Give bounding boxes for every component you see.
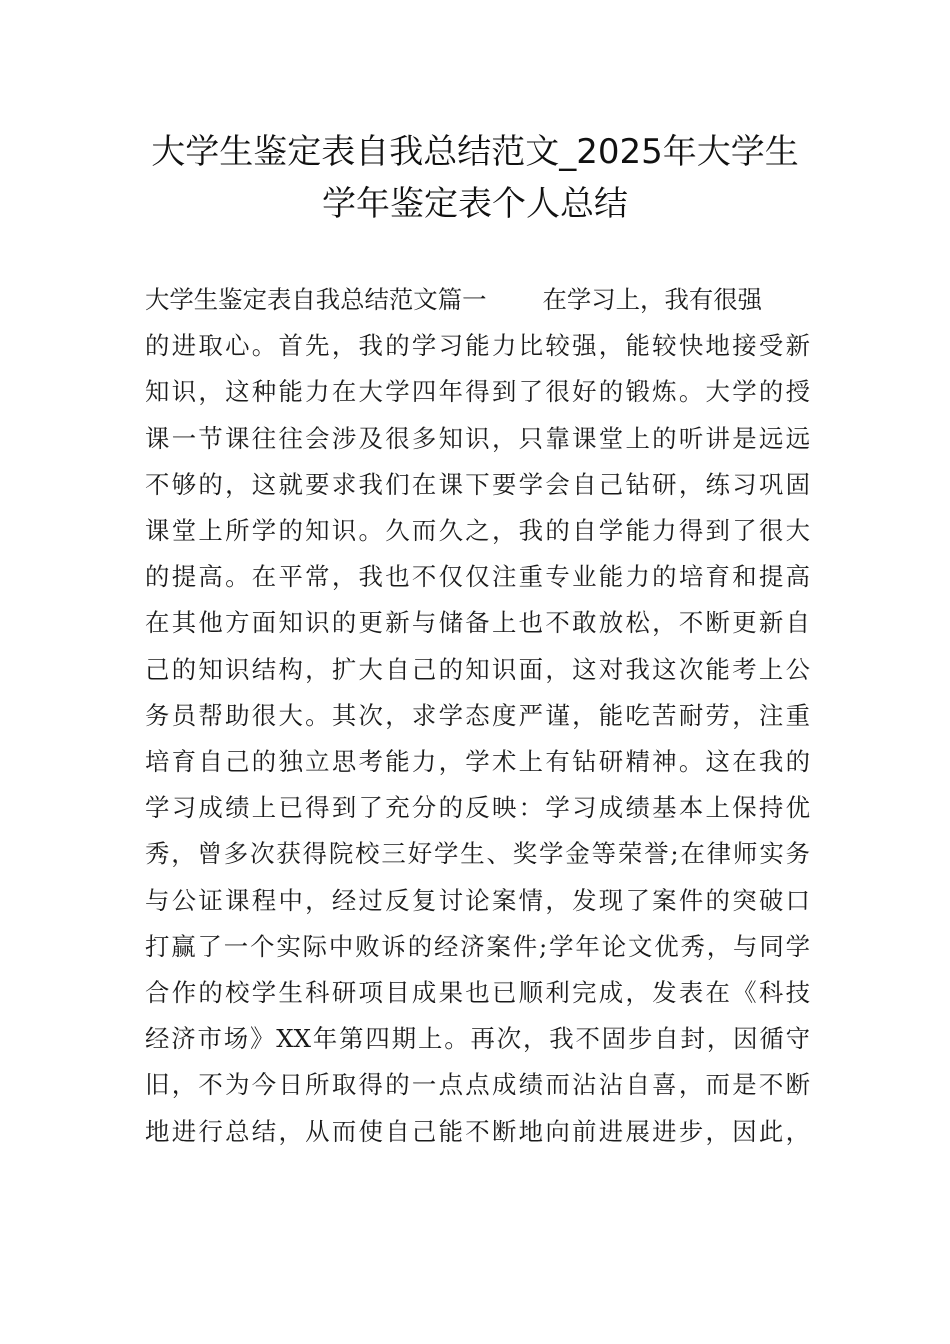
body-line-1-text: 在学习上，我有很强 <box>542 285 763 314</box>
section-heading: 大学生鉴定表自我总结范文篇一 <box>145 285 487 314</box>
body-line-11: 培育自己的独立思考能力，学术上有钻研精神。这在我的 <box>145 747 810 777</box>
body-line-7: 的提高。在平常，我也不仅仅注重专业能力的培育和提高 <box>145 562 810 592</box>
body-line-2: 的进取心。首先，我的学习能力比较强，能较快地接受新 <box>145 331 810 361</box>
body-line-5: 不够的，这就要求我们在课下要学会自己钻研，练习巩固 <box>145 469 810 499</box>
document-title <box>120 126 830 230</box>
body-line-4: 课一节课往往会涉及很多知识，只靠课堂上的听讲是远远 <box>145 423 810 453</box>
body-line-9: 己的知识结构，扩大自己的知识面，这对我这次能考上公 <box>145 654 810 684</box>
body-line-14: 与公证课程中，经过反复讨论案情，发现了案件的突破口 <box>145 885 810 915</box>
body-line-6: 课堂上所学的知识。久而久之，我的自学能力得到了很大 <box>145 516 810 546</box>
body-line-15: 打赢了一个实际中败诉的经济案件;学年论文优秀，与同学 <box>145 931 810 961</box>
body-line-12: 学习成绩上已得到了充分的反映：学习成绩基本上保持优 <box>145 793 810 823</box>
body-line-18: 旧，不为今日所取得的一点点成绩而沾沾自喜，而是不断 <box>145 1070 810 1100</box>
title-line-1: 大学生鉴定表自我总结范文_2025年大学生 <box>151 132 799 172</box>
body-line-10: 务员帮助很大。其次，求学态度严谨，能吃苦耐劳，注重 <box>145 700 810 730</box>
body-paragraph <box>145 277 810 1155</box>
body-line-17: 经济市场》XX年第四期上。再次，我不固步自封，因循守 <box>145 1024 810 1054</box>
body-line-16: 合作的校学生科研项目成果也已顺利完成，发表在《科技 <box>145 978 810 1008</box>
body-line-19: 地进行总结，从而使自己能不断地向前进展进步，因此， <box>145 1116 810 1146</box>
body-line-8: 在其他方面知识的更新与储备上也不敢放松，不断更新自 <box>145 608 810 638</box>
body-line-13: 秀，曾多次获得院校三好学生、奖学金等荣誉;在律师实务 <box>145 839 810 869</box>
body-line-3: 知识，这种能力在大学四年得到了很好的锻炼。大学的授 <box>145 377 810 407</box>
title-line-2: 学年鉴定表个人总结 <box>322 184 628 224</box>
body-line-1 <box>145 277 810 323</box>
